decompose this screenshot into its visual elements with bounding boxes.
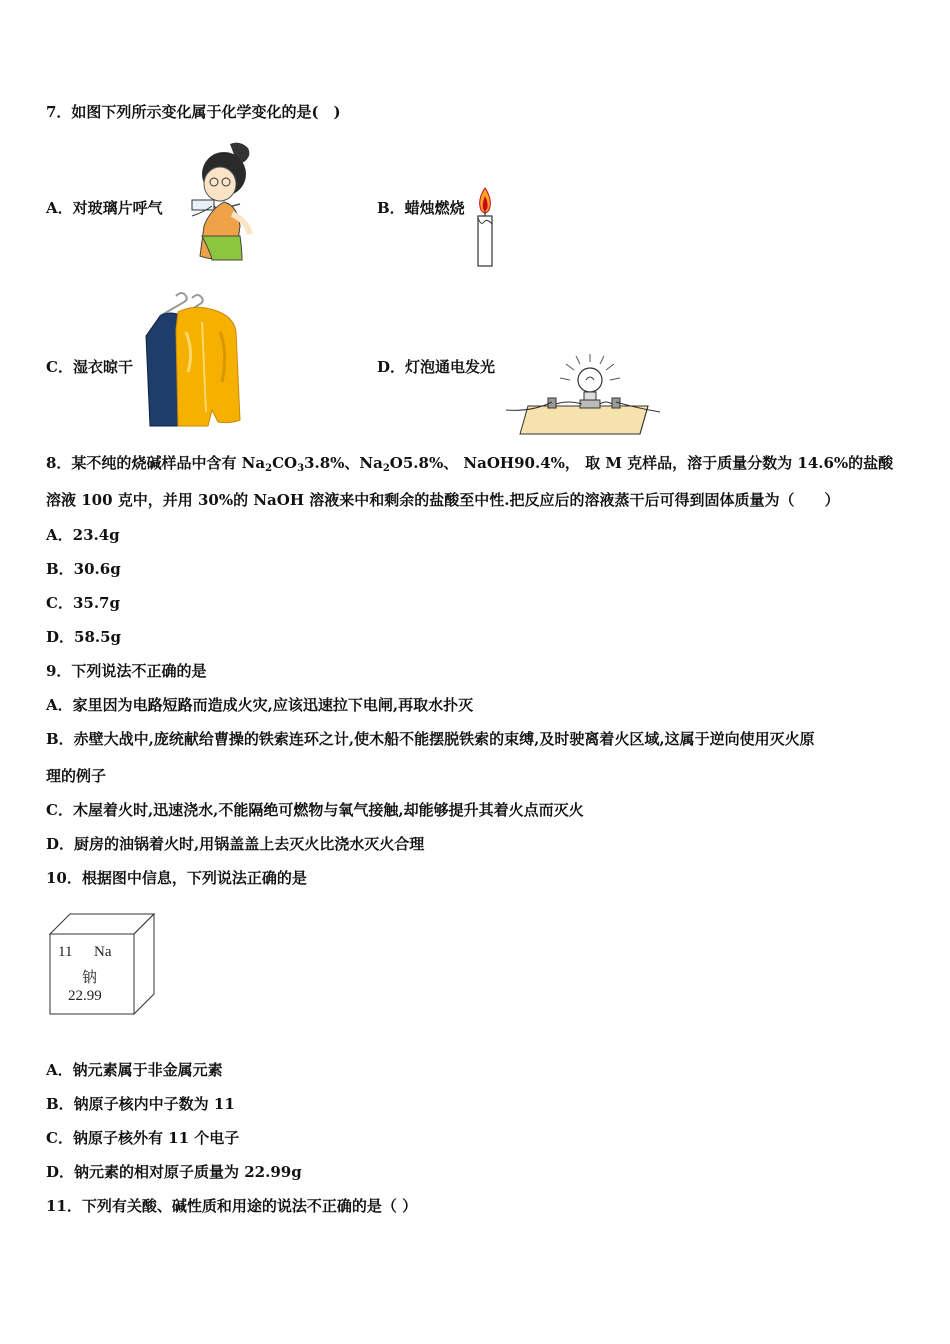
q10-stem: 10．根据图中信息，下列说法正确的是 (46, 869, 307, 887)
q10-option-a[interactable]: A．钠元素属于非金属元素 (46, 1061, 223, 1079)
element-symbol: Na (94, 944, 112, 960)
sodium-element-box (48, 912, 156, 1016)
q7-option-d[interactable]: D．灯泡通电发光 (377, 358, 496, 376)
atomic-number: 11 (58, 944, 73, 960)
q7-option-c[interactable]: C．湿衣晾干 (46, 358, 133, 376)
q9-option-c[interactable]: C．木屋着火时,迅速浇水,不能隔绝可燃物与氧气接触,却能够提升其着火点而灭火 (46, 801, 584, 819)
q9-option-b-continued: 理的例子 (46, 767, 107, 785)
girl-breathing-on-glass-image (172, 140, 257, 262)
light-bulb-circuit-image (506, 360, 666, 440)
q7-stem: 7．如图下列所示变化属于化学变化的是( ) (46, 103, 341, 121)
q10-option-c[interactable]: C．钠原子核外有 11 个电子 (46, 1129, 240, 1147)
q9-stem: 9．下列说法不正确的是 (46, 662, 207, 680)
element-name: 钠 (82, 970, 98, 986)
q11-stem: 11．下列有关酸、碱性质和用途的说法不正确的是（ ） (46, 1197, 418, 1215)
burning-candle-image (472, 186, 498, 270)
q8-stem-line2: 溶液 100 克中，并用 30%的 NaOH 溶液来中和剩余的盐酸至中性.把反应后的溶液蒸干后可得到固体质量为（ ） (46, 491, 840, 509)
q7-option-a[interactable]: A．对玻璃片呼气 (46, 199, 163, 217)
q8-option-d[interactable]: D．58.5g (46, 628, 122, 646)
q8-stem-line1: 8．某不纯的烧碱样品中含有 $Na_2CO_33.8\%$、$Na_2O5.8\%$、 NaOH90.4%， 取 M 克样品，溶于质量分数为 14.6%的盐酸 (46, 454, 894, 474)
q8-option-c[interactable]: C．35.7g (46, 594, 120, 612)
q9-option-d[interactable]: D．厨房的油锅着火时,用锅盖盖上去灭火比浇水灭火合理 (46, 835, 425, 853)
q8-option-b[interactable]: B．30.6g (46, 560, 121, 578)
q10-option-b[interactable]: B．钠原子核内中子数为 11 (46, 1095, 235, 1113)
q10-option-d[interactable]: D．钠元素的相对原子质量为 22.99g (46, 1163, 302, 1181)
q9-option-b[interactable]: B．赤壁大战中,庞统献给曹操的铁索连环之计,使木船不能摆脱铁索的束缚,及时驶离着火区域,这属于逆向使用灭火原 (46, 730, 815, 748)
q8-option-a[interactable]: A．23.4g (46, 526, 120, 544)
clothes-drying-image (142, 292, 244, 432)
q7-option-b[interactable]: B．蜡烛燃烧 (377, 199, 465, 217)
q9-option-a[interactable]: A．家里因为电路短路而造成火灾,应该迅速拉下电闸,再取水扑灭 (46, 696, 474, 714)
atomic-mass: 22.99 (68, 988, 102, 1004)
